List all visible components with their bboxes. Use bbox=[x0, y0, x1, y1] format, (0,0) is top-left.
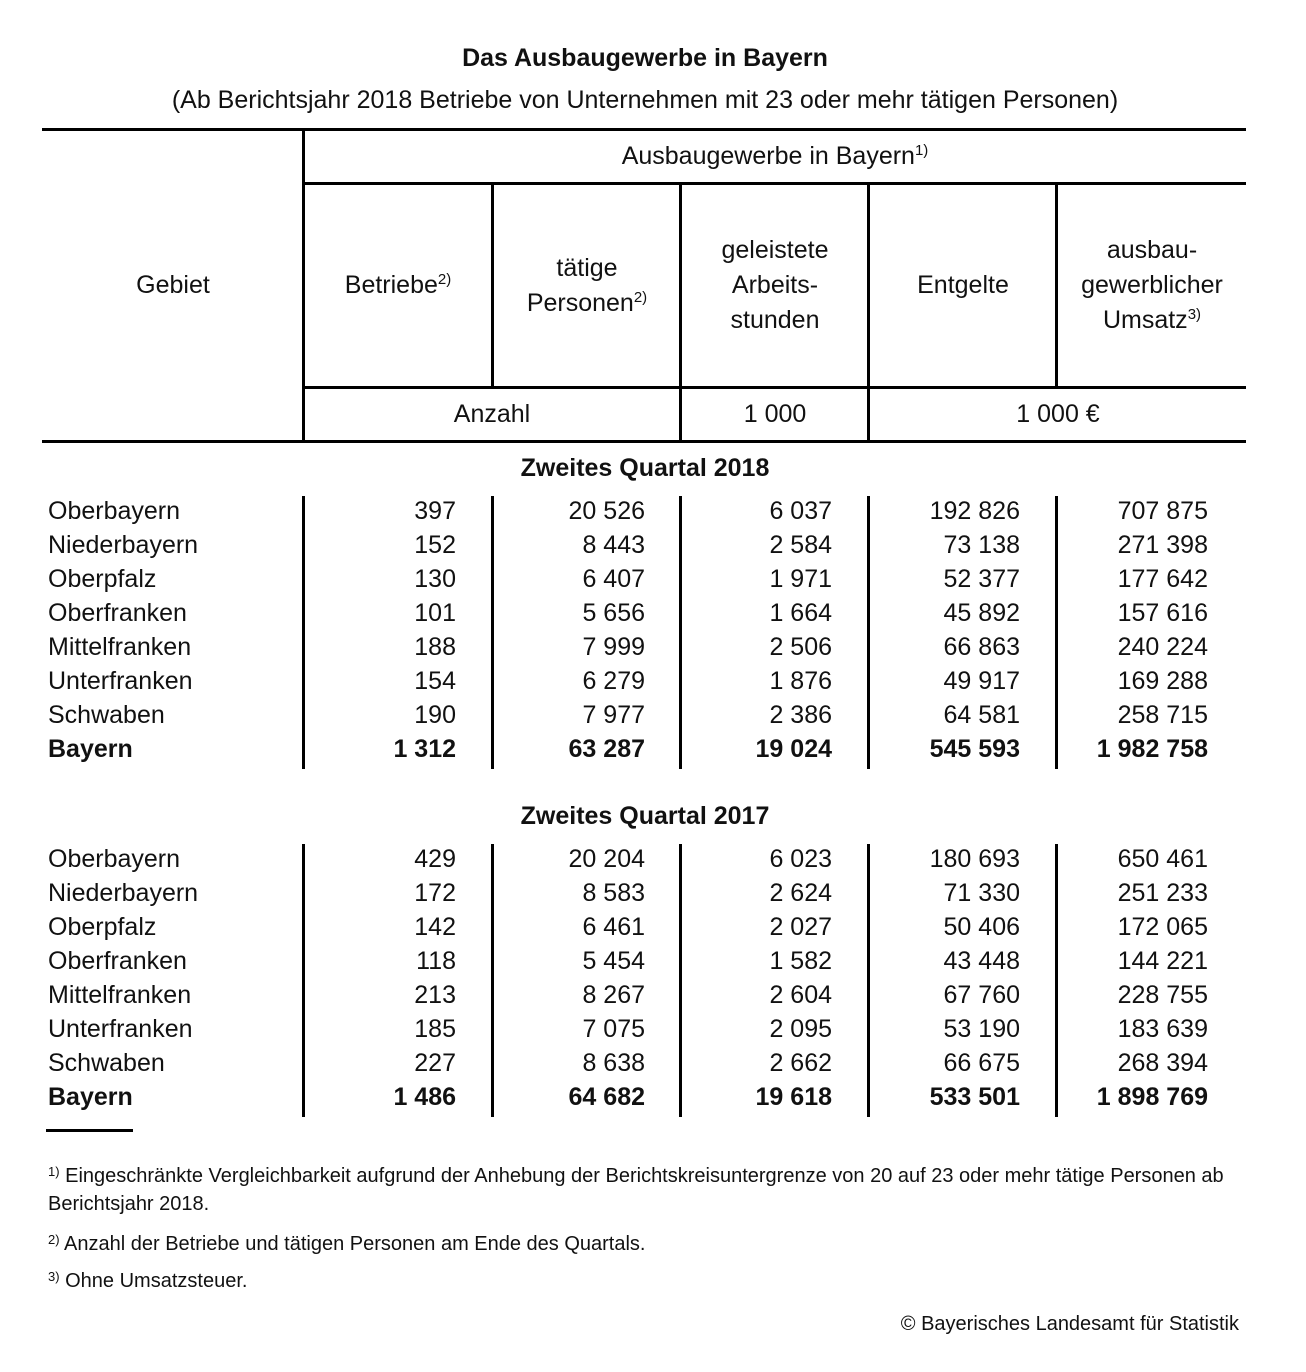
cell-entgelte: 64 581 bbox=[943, 701, 1020, 729]
table-row bbox=[0, 876, 1290, 910]
cell-betriebe: 1 312 bbox=[393, 735, 456, 763]
cell-betriebe: 429 bbox=[414, 845, 456, 873]
row-gebiet: Oberpfalz bbox=[48, 565, 157, 593]
cell-stunden: 2 584 bbox=[769, 531, 832, 559]
cell-entgelte: 67 760 bbox=[943, 981, 1020, 1009]
cell-umsatz: 240 224 bbox=[1117, 633, 1208, 661]
footnote-separator bbox=[46, 1129, 133, 1132]
table-row bbox=[0, 944, 1290, 978]
page-title: Das Ausbaugewerbe in Bayern bbox=[462, 44, 828, 72]
table-row bbox=[0, 1012, 1290, 1046]
cell-personen: 6 461 bbox=[582, 913, 645, 941]
header-betriebe: Betriebe$^{2)}$ bbox=[344, 271, 452, 299]
footnote-2: $^{2)}$ Anzahl der Betriebe und tätigen Personen am Ende des Quartals. bbox=[48, 1232, 646, 1255]
cell-personen: 5 656 bbox=[582, 599, 645, 627]
cell-stunden: 6 037 bbox=[769, 497, 832, 525]
row-gebiet: Oberbayern bbox=[48, 845, 181, 873]
cell-betriebe: 154 bbox=[414, 667, 456, 695]
cell-entgelte: 66 863 bbox=[943, 633, 1020, 661]
cell-stunden: 2 604 bbox=[769, 981, 832, 1009]
table-row-total bbox=[0, 732, 1290, 766]
cell-betriebe: 130 bbox=[414, 565, 456, 593]
table-row bbox=[0, 842, 1290, 876]
cell-umsatz: 707 875 bbox=[1117, 497, 1208, 525]
cell-stunden: 2 624 bbox=[769, 879, 832, 907]
header-group: Ausbaugewerbe in Bayern$^{1)}$ bbox=[621, 142, 929, 170]
cell-personen: 20 526 bbox=[568, 497, 645, 525]
cell-personen: 63 287 bbox=[568, 735, 645, 763]
table-row bbox=[0, 978, 1290, 1012]
footnote-1: $^{1)}$ Eingeschränkte Vergleichbarkeit aufgrund der Anhebung der Berichtskreisuntergrenze von 20 auf 23 oder mehr tätige Personen ab Berichtsjahr 2018. bbox=[48, 1164, 1224, 1215]
cell-personen: 8 583 bbox=[582, 879, 645, 907]
cell-umsatz: 169 288 bbox=[1117, 667, 1208, 695]
section-title: Zweites Quartal 2018 bbox=[520, 454, 770, 482]
cell-entgelte: 66 675 bbox=[943, 1049, 1020, 1077]
cell-entgelte: 180 693 bbox=[929, 845, 1020, 873]
cell-betriebe: 101 bbox=[414, 599, 456, 627]
cell-entgelte: 533 501 bbox=[929, 1083, 1020, 1111]
row-gebiet: Bayern bbox=[48, 1083, 133, 1111]
table-row bbox=[0, 664, 1290, 698]
cell-betriebe: 185 bbox=[414, 1015, 456, 1043]
row-gebiet: Mittelfranken bbox=[48, 633, 192, 661]
cell-stunden: 2 027 bbox=[769, 913, 832, 941]
cell-personen: 8 267 bbox=[582, 981, 645, 1009]
cell-betriebe: 188 bbox=[414, 633, 456, 661]
cell-umsatz: 172 065 bbox=[1117, 913, 1208, 941]
header-umsatz: ausbau- gewerblicher Umsatz$^{3)}$ bbox=[1081, 236, 1223, 334]
cell-umsatz: 650 461 bbox=[1117, 845, 1208, 873]
cell-umsatz: 157 616 bbox=[1117, 599, 1208, 627]
table-row bbox=[0, 596, 1290, 630]
header-entgelte: Entgelte bbox=[917, 271, 1009, 299]
cell-entgelte: 43 448 bbox=[943, 947, 1020, 975]
cell-stunden: 19 618 bbox=[755, 1083, 832, 1111]
cell-stunden: 1 971 bbox=[769, 565, 832, 593]
header-gebiet: Gebiet bbox=[136, 271, 210, 299]
cell-betriebe: 190 bbox=[414, 701, 456, 729]
cell-umsatz: 1 898 769 bbox=[1096, 1083, 1208, 1111]
cell-personen: 20 204 bbox=[568, 845, 645, 873]
cell-betriebe: 227 bbox=[414, 1049, 456, 1077]
row-gebiet: Niederbayern bbox=[48, 531, 199, 559]
unit-1000-euro: 1 000 € bbox=[1016, 400, 1100, 428]
cell-personen: 6 279 bbox=[582, 667, 645, 695]
row-gebiet: Oberfranken bbox=[48, 599, 187, 627]
section-title: Zweites Quartal 2017 bbox=[520, 802, 770, 830]
cell-betriebe: 152 bbox=[414, 531, 456, 559]
row-gebiet: Unterfranken bbox=[48, 1015, 193, 1043]
cell-stunden: 1 876 bbox=[769, 667, 832, 695]
cell-stunden: 2 095 bbox=[769, 1015, 832, 1043]
row-gebiet: Oberpfalz bbox=[48, 913, 157, 941]
cell-umsatz: 258 715 bbox=[1117, 701, 1208, 729]
cell-entgelte: 71 330 bbox=[943, 879, 1020, 907]
cell-personen: 7 977 bbox=[582, 701, 645, 729]
cell-betriebe: 142 bbox=[414, 913, 456, 941]
cell-umsatz: 1 982 758 bbox=[1096, 735, 1208, 763]
row-gebiet: Niederbayern bbox=[48, 879, 199, 907]
table-row-total bbox=[0, 1080, 1290, 1114]
cell-betriebe: 397 bbox=[414, 497, 456, 525]
cell-betriebe: 172 bbox=[414, 879, 456, 907]
cell-stunden: 19 024 bbox=[755, 735, 832, 763]
table-row bbox=[0, 698, 1290, 732]
cell-betriebe: 213 bbox=[414, 981, 456, 1009]
cell-entgelte: 52 377 bbox=[943, 565, 1020, 593]
cell-entgelte: 53 190 bbox=[943, 1015, 1020, 1043]
cell-betriebe: 1 486 bbox=[393, 1083, 456, 1111]
header-arbeitsstunden: geleistete Arbeits- stunden bbox=[721, 236, 829, 334]
cell-entgelte: 49 917 bbox=[943, 667, 1020, 695]
footnote-3: $^{3)}$ Ohne Umsatzsteuer. bbox=[48, 1269, 248, 1292]
cell-stunden: 2 662 bbox=[769, 1049, 832, 1077]
cell-personen: 6 407 bbox=[582, 565, 645, 593]
page-subtitle: (Ab Berichtsjahr 2018 Betriebe von Unternehmen mit 23 oder mehr tätigen Personen) bbox=[171, 86, 1119, 114]
cell-umsatz: 251 233 bbox=[1117, 879, 1208, 907]
cell-stunden: 6 023 bbox=[769, 845, 832, 873]
row-gebiet: Schwaben bbox=[48, 1049, 165, 1077]
cell-umsatz: 268 394 bbox=[1117, 1049, 1208, 1077]
copyright-notice: © Bayerisches Landesamt für Statistik bbox=[900, 1313, 1239, 1335]
table-row bbox=[0, 562, 1290, 596]
row-gebiet: Unterfranken bbox=[48, 667, 193, 695]
cell-entgelte: 45 892 bbox=[943, 599, 1020, 627]
row-gebiet: Mittelfranken bbox=[48, 981, 192, 1009]
cell-personen: 8 443 bbox=[582, 531, 645, 559]
cell-entgelte: 73 138 bbox=[943, 531, 1020, 559]
cell-stunden: 2 506 bbox=[769, 633, 832, 661]
table-row bbox=[0, 528, 1290, 562]
cell-personen: 8 638 bbox=[582, 1049, 645, 1077]
cell-betriebe: 118 bbox=[416, 947, 456, 975]
cell-entgelte: 50 406 bbox=[943, 913, 1020, 941]
row-gebiet: Oberbayern bbox=[48, 497, 181, 525]
cell-personen: 64 682 bbox=[568, 1083, 645, 1111]
cell-umsatz: 144 221 bbox=[1117, 947, 1208, 975]
cell-entgelte: 192 826 bbox=[929, 497, 1020, 525]
cell-umsatz: 228 755 bbox=[1117, 981, 1208, 1009]
table-row bbox=[0, 494, 1290, 528]
cell-stunden: 1 582 bbox=[769, 947, 832, 975]
header-taetige-personen: tätige Personen$^{2)}$ bbox=[526, 253, 648, 317]
header-bottom-rule bbox=[42, 440, 1246, 443]
unit-1000: 1 000 bbox=[743, 400, 807, 428]
row-gebiet: Oberfranken bbox=[48, 947, 187, 975]
cell-umsatz: 183 639 bbox=[1117, 1015, 1208, 1043]
cell-stunden: 2 386 bbox=[769, 701, 832, 729]
table-row bbox=[0, 1046, 1290, 1080]
unit-anzahl: Anzahl bbox=[453, 400, 531, 428]
row-gebiet: Bayern bbox=[48, 735, 133, 763]
cell-umsatz: 177 642 bbox=[1117, 565, 1208, 593]
cell-umsatz: 271 398 bbox=[1117, 531, 1208, 559]
cell-personen: 7 999 bbox=[582, 633, 645, 661]
cell-entgelte: 545 593 bbox=[929, 735, 1020, 763]
table-row bbox=[0, 910, 1290, 944]
row-gebiet: Schwaben bbox=[48, 701, 165, 729]
cell-personen: 5 454 bbox=[582, 947, 645, 975]
cell-stunden: 1 664 bbox=[769, 599, 832, 627]
table-row bbox=[0, 630, 1290, 664]
cell-personen: 7 075 bbox=[582, 1015, 645, 1043]
